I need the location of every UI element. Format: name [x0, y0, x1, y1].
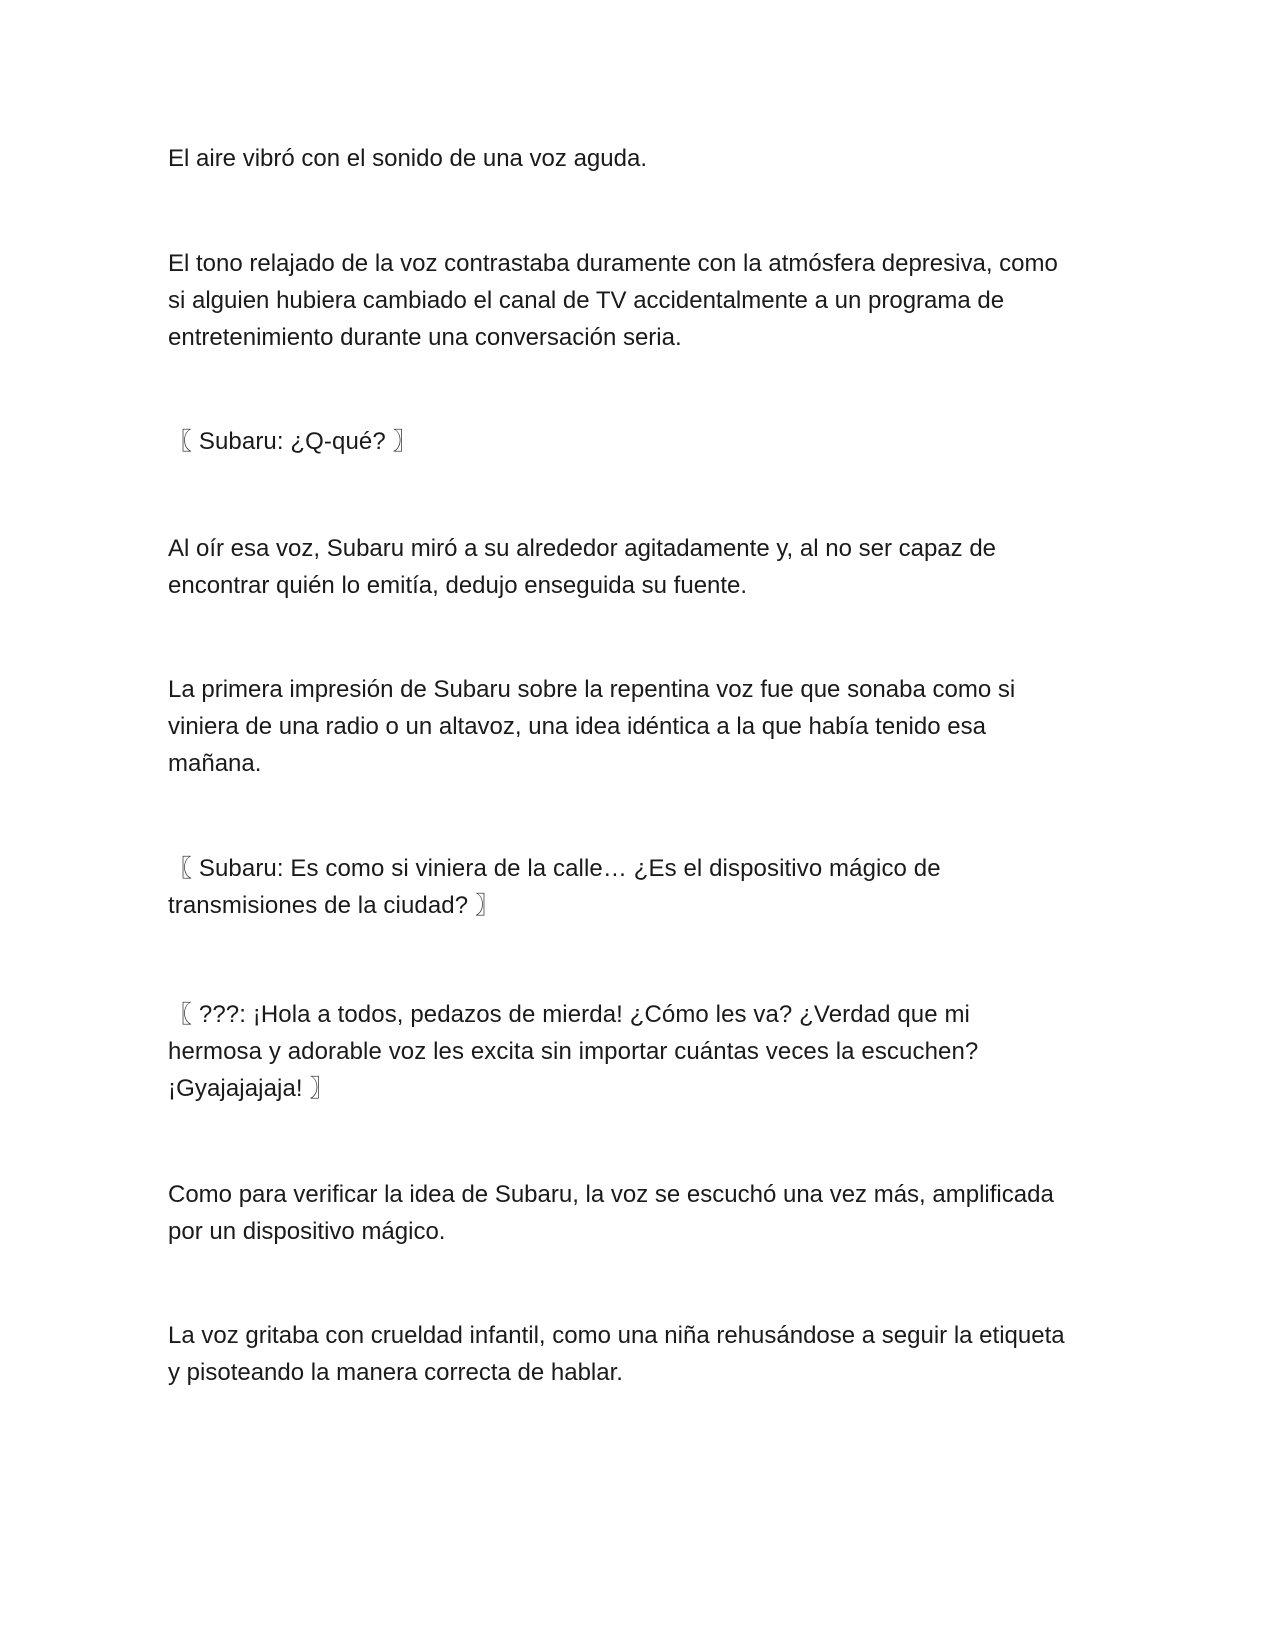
dialogue-subaru-1: 〖 Subaru: ¿Q-qué? 〗	[168, 428, 417, 455]
paragraph-4: La primera impresión de Subaru sobre la repentina voz fue que sonaba como si viniera de una radio o un altavoz, una idea idéntica a la que había tenido esa mañana.	[168, 676, 1016, 777]
paragraph-5: Como para verificar la idea de Subaru, la voz se escuchó una vez más, amplificada por un dispositivo mágico.	[168, 1181, 1054, 1245]
paragraph-3: Al oír esa voz, Subaru miró a su alrededor agitadamente y, al no ser capaz de encontrar quién lo emitía, dedujo enseguida su fuente.	[168, 535, 997, 599]
paragraph-1: El aire vibró con el sonido de una voz aguda.	[168, 145, 647, 172]
paragraph-6: La voz gritaba con crueldad infantil, como una niña rehusándose a seguir la etiqueta y pisoteando la manera correcta de hablar.	[168, 1322, 1065, 1386]
dialogue-subaru-2: 〖 Subaru: Es como si viniera de la calle… ¿Es el dispositivo mágico de transmisiones de la ciudad? 〗	[168, 855, 941, 919]
dialogue-unknown: 〖 ???: ¡Hola a todos, pedazos de mierda! ¿Cómo les va? ¿Verdad que mi hermosa y adorable voz les excita sin importar cuántas veces la escuchen? ¡Gyajajajaja! 〗	[168, 1001, 979, 1102]
paragraph-2: El tono relajado de la voz contrastaba duramente con la atmósfera depresiva, como si alguien hubiera cambiado el canal de TV accidentalmente a un programa de entretenimiento durante una conversación seria.	[168, 250, 1058, 351]
